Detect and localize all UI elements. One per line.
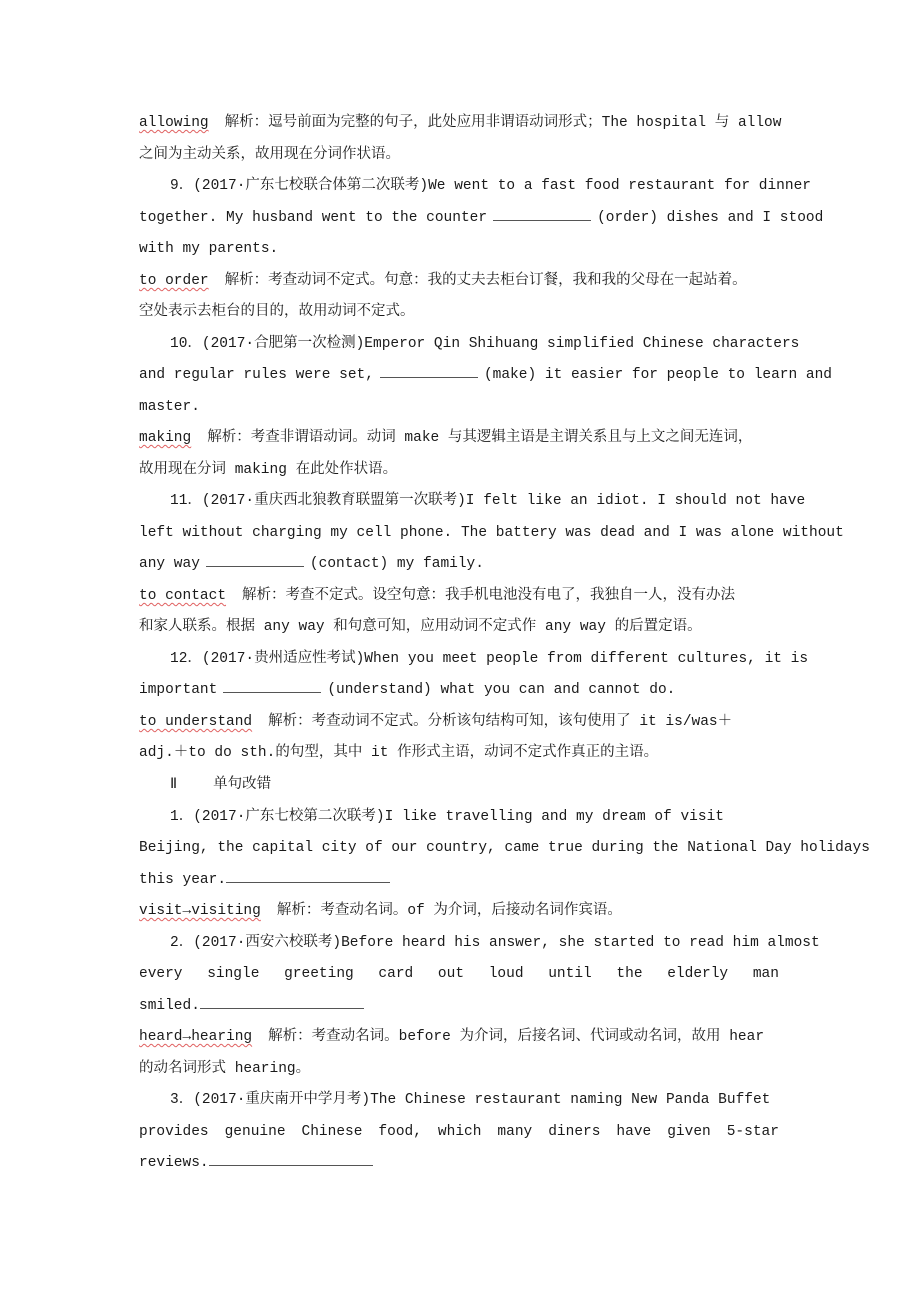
fill-blank [206,552,304,567]
text-line: 故用现在分词 making 在此处作状语。 [139,462,398,478]
correction-blank [200,994,364,1009]
question-line: reviews. [139,1151,379,1175]
answer-word: visit→visiting [139,903,261,919]
text-line: with my parents. [139,241,279,257]
question-line: 12．(2017·贵州适应性考试)When you meet people from different cultures, it is [170,651,809,667]
explanation-text: 解析：考查动名词。before 为介词，后接名词、代词或动名词，故用 hear [268,1029,765,1045]
answer-line [139,111,781,135]
answer-line [139,899,622,923]
correction-blank [209,1151,373,1166]
answer-word: allowing [139,115,209,131]
answer-line [139,269,747,293]
explanation-text: 解析：考查动词不定式。分析该句结构可知，该句使用了 it is/was＋ [268,714,733,730]
answer-word: making [139,430,192,446]
text-line: master. [139,399,200,415]
section-number: Ⅱ [170,777,178,793]
question-line: 10．(2017·合肥第一次检测)Emperor Qin Shihuang simplified Chinese characters [170,336,800,352]
explanation-text: 解析：考查不定式。设空句意：我手机电池没有电了，我独自一人，没有办法 [242,588,736,604]
question-line: 3．(2017·重庆南开中学月考)The Chinese restaurant naming New Panda Buffet [170,1092,771,1108]
text-line: Beijing, the capital city of our country, came true during the National Day holidays [139,840,870,856]
justified-line: every single greeting card out loud until the elderly man [139,966,779,982]
answer-word: to contact [139,588,227,604]
question-line: together. My husband went to the counter (order) dishes and I stood [139,206,823,230]
question-line: 11．(2017·重庆西北狼教育联盟第一次联考)I felt like an idiot. I should not have [170,493,806,509]
answer-line [139,1025,764,1049]
question-line: 9．(2017·广东七校联合体第二次联考)We went to a fast food restaurant for dinner [170,178,811,194]
answer-word: to order [139,273,209,289]
fill-blank [380,363,478,378]
section-heading [139,773,271,797]
text-line: adj.＋to do sth.的句型，其中 it 作形式主语，动词不定式作真正的主语。 [139,745,659,761]
question-line: 2．(2017·西安六校联考)Before heard his answer, she started to read him almost [170,935,820,951]
question-line: 1．(2017·广东七校第二次联考)I like travelling and my dream of visit [170,809,724,825]
text-line: 之间为主动关系，故用现在分词作状语。 [139,147,400,163]
explanation-text: 解析：考查动名词。of 为介词，后接动名词作宾语。 [276,903,622,919]
question-line: important (understand) what you can and cannot do. [139,678,675,702]
question-line: smiled. [139,994,370,1018]
text-line: 空处表示去柜台的目的，故用动词不定式。 [139,304,415,320]
text-line: 和家人联系。根据 any way 和句意可知，应用动词不定式作 any way 的后置定语。 [139,619,702,635]
correction-blank [226,868,390,883]
answer-line [139,584,735,608]
text-line: 的动名词形式 hearing。 [139,1061,311,1077]
fill-blank [223,678,321,693]
explanation-text: 解析：考查动词不定式。句意：我的丈夫去柜台订餐，我和我的父母在一起站着。 [224,273,747,289]
answer-line [139,710,732,734]
justified-line: provides genuine Chinese food, which many diners have given 5-star [139,1124,779,1140]
question-line: and regular rules were set, (make) it easier for people to learn and [139,363,832,387]
section-title: 单句改错 [213,777,272,793]
answer-line [139,426,752,450]
explanation-text: 解析：逗号前面为完整的句子，此处应用非谓语动词形式；The hospital 与 allow [224,115,782,131]
fill-blank [493,206,591,221]
question-line: any way (contact) my family. [139,552,484,576]
answer-word: to understand [139,714,253,730]
question-line: this year. [139,868,396,892]
explanation-text: 解析：考查非谓语动词。动词 make 与其逻辑主语是主谓关系且与上文之间无连词， [207,430,753,446]
text-line: left without charging my cell phone. The battery was dead and I was alone without [139,525,844,541]
answer-word: heard→hearing [139,1029,253,1045]
